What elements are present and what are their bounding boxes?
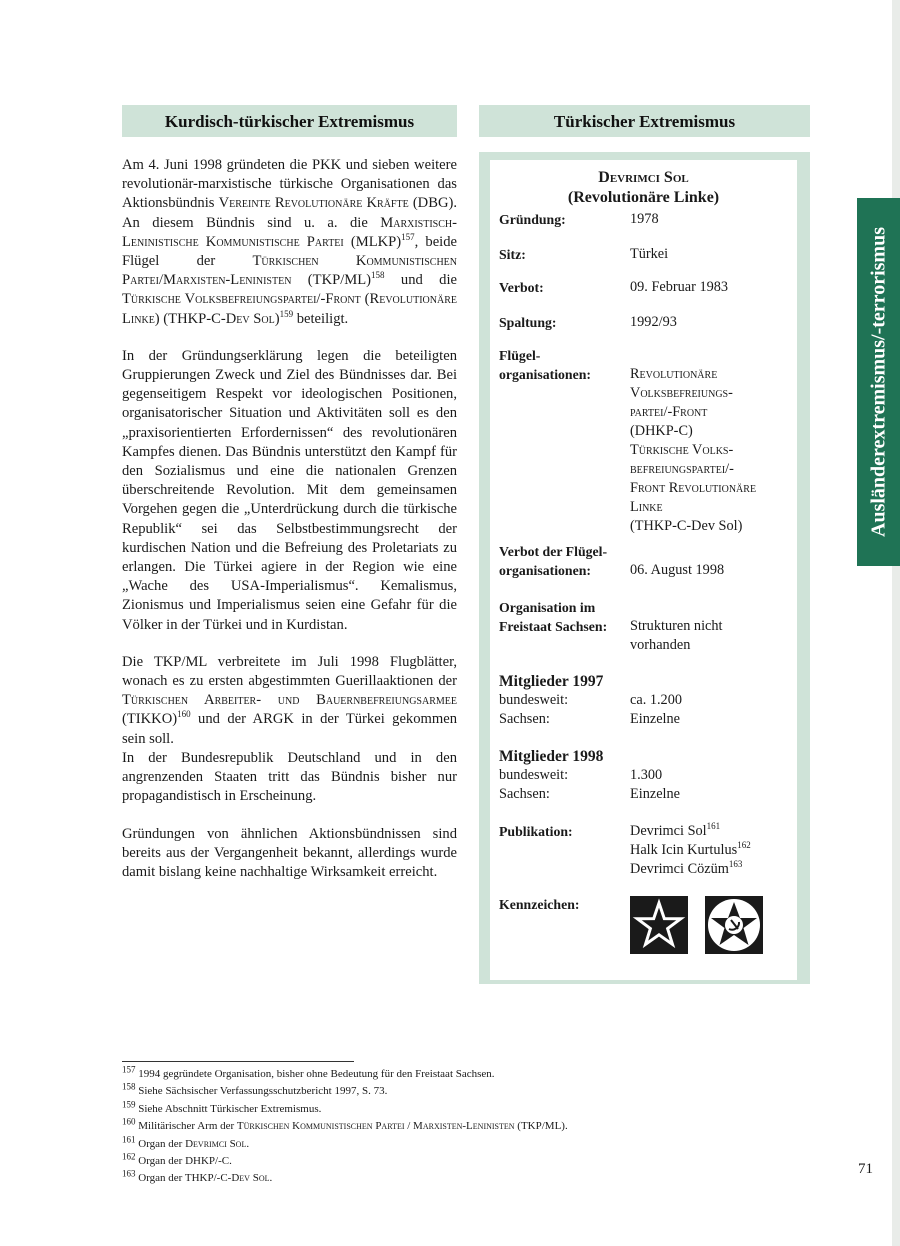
verbot-label: Verbot: [499,280,544,295]
page-edge [892,0,900,1246]
fluegel-line: Türkische Volks- [630,442,734,458]
footnote-rule [122,1061,354,1062]
org-sachsen-label-1: Organisation im [499,600,596,615]
footnote: $^{162}$ Organ der DHKP/-C. [122,1151,232,1168]
footnote: $^{163}$ Organ der THKP/-C-Dev Sol. [122,1168,273,1185]
fluegel-label-1: Flügel- [499,348,541,363]
org-sachsen-value-1: Strukturen nicht [630,618,723,634]
spaltung-value: 1992/93 [630,314,677,330]
fluegel-line: befreiungspartei/- [630,461,734,477]
hammer-sickle-star-emblem-icon [705,896,763,954]
sitz-label: Sitz: [499,247,526,262]
mitglieder-1997-heading: Mitglieder 1997 [499,673,604,690]
paragraph-2: In der Gründungserklärung legen die beteiligten Gruppierungen Zweck und Ziel des Bündnisses dar. Bei gegenseitigem Respekt vor ideologischen Positionen, organisatorischer Situation und Aktivitäten soll es den „praxisorientierten Erfordernissen“ des revolutionären Kampfes dienen. Das Bündnis unterstützt den Kampf für den Sozialismus und eine die nationalen Grenzen überschreitende Revolution. Mit dem gemeinsamen Vorgehen gegen die „Unterdrückung durch die türkische Republik“ sei das Selbstbestimmungsrecht der kurdischen Nation und die Befreiung des Proletariats zu erlangen. Die Türkei agiere in der Region wie eine „Wache des USA-Imperialismus“. Kemalismus, Zionismus und Imperialismus seien eine Gefahr für die Völker in der Türkei und in Kurdistan. [122,347,457,633]
mitglieder-1997-sachsen-label: Sachsen: [499,711,550,727]
org-sachsen-label-2: Freistaat Sachsen: [499,619,608,634]
fluegel-line: Volksbefreiungs- [630,385,733,401]
mitglieder-1998-bund-label: bundesweit: [499,767,569,783]
mitglieder-1998-bund-value: 1.300 [630,767,663,783]
right-column-header: Türkischer Extremismus [479,105,810,137]
fluegel-line: (THKP-C-Dev Sol) [630,518,743,534]
section-side-tab [857,198,900,566]
profile-title-subtitle: (Revolutionäre Linke) [567,189,720,206]
profile-box-inner [490,160,797,980]
footnotes [122,1066,568,1188]
publikation-label: Publikation: [499,824,573,839]
mitglieder-1998-sachsen-label: Sachsen: [499,786,550,802]
profile-title [490,168,797,208]
mitglieder-1997-bund-value: ca. 1.200 [630,692,683,708]
publikation-item: Devrimci Cözüm$^{163}$ [630,859,743,877]
fluegel-line: Front Revolutionäre [630,480,757,496]
profile-title-name: Devrimci Sol [598,169,689,186]
mitglieder-1997-sachsen-value: Einzelne [630,711,681,727]
footnote: $^{161}$ Organ der Devrimci Sol. [122,1133,250,1150]
verbot-fluegel-value: 06. August 1998 [630,562,725,578]
org-sachsen-value-2: vorhanden [630,637,691,653]
publikation-list [630,822,751,879]
mitglieder-1997-bund-label: bundesweit: [499,692,569,708]
left-column-header: Kurdisch-türkischer Extremismus [122,105,457,137]
section-side-tab-label: Ausländerextremismus/-terrorismus [867,227,889,537]
page-number: 71 [858,1161,873,1177]
fluegel-line: Revolutionäre [630,366,718,382]
verbot-fluegel-label-2: organisationen: [499,563,591,578]
fluegel-line: (DHKP-C) [630,423,693,439]
mitglieder-1998-heading: Mitglieder 1998 [499,748,604,765]
mitglieder-1998-sachsen-value: Einzelne [630,786,681,802]
paragraph-3b: In der Bundesrepublik Deutschland und in den angrenzenden Staaten tritt das Bündnis bisher nur propagandistisch in Erscheinung. [122,749,457,805]
organisation-profile-box [479,152,810,984]
footnote: $^{157}$ 1994 gegründete Organisation, bisher ohne Bedeutung für den Freistaat Sachsen. [122,1064,495,1080]
spaltung-label: Spaltung: [499,315,557,330]
sitz-value: Türkei [630,246,669,262]
fluegel-label-2: organisationen: [499,367,591,382]
gruendung-label: Gründung: [499,212,566,227]
main-text-column [122,156,457,900]
paragraph-3: Die TKP/ML verbreitete im Juli 1998 Flugblätter, wonach es zu ersten abgestimmten Guerillaaktionen der Türkischen Arbeiter- und Bauernbefreiungsarmee (TIKKO)$^{160}$ und der ARGK in der Türkei gekommen sein soll. [122,653,457,747]
publikation-item: Halk Icin Kurtulus$^{162}$ [630,840,751,858]
verbot-value: 09. Februar 1983 [630,279,729,295]
footnote: $^{158}$ Siehe Sächsischer Verfassungsschutzbericht 1997, S. 73. [122,1081,388,1098]
gruendung-value: 1978 [630,211,659,227]
star-emblem-icon [630,896,688,954]
fluegel-line: Linke [630,499,663,515]
fluegel-list [630,365,756,536]
publikation-item: Devrimci Sol$^{161}$ [630,821,721,839]
footnote: $^{160}$ Militärischer Arm der Türkischen Kommunistischen Partei / Marxisten-Leninisten (TKP/ML). [122,1116,568,1133]
paragraph-4: Gründungen von ähnlichen Aktionsbündnissen sind bereits aus der Vergangenheit bekannt, allerdings wurde damit bislang keine nachhaltige Wirksamkeit erreicht. [122,825,457,880]
paragraph-1: Am 4. Juni 1998 gründeten die PKK und sieben weitere revolutionär-marxistische türkische Organisationen das Aktionsbündnis Vereinte Revolutionäre Kräfte (DBG). An diesem Bündnis sind u. a. die Marxistisch-Leninistische Kommunistische Partei (MLKP)$^{157}$, beide Flügel der Türkischen Kommunistischen Partei/Marxisten-Leninisten $(TKP/ML)^{158}$ und die Türkische Volksbefreiungspartei/-Front (Revolutionäre Linke) (THKP-C-Dev Sol)$^{159}$ beteiligt. [122,157,458,327]
kennzeichen-label: Kennzeichen: [499,897,580,912]
verbot-fluegel-label-1: Verbot der Flügel- [499,544,608,559]
fluegel-line: partei/-Front [630,404,708,420]
footnote: $^{159}$ Siehe Abschnitt Türkischer Extremismus. [122,1099,322,1115]
